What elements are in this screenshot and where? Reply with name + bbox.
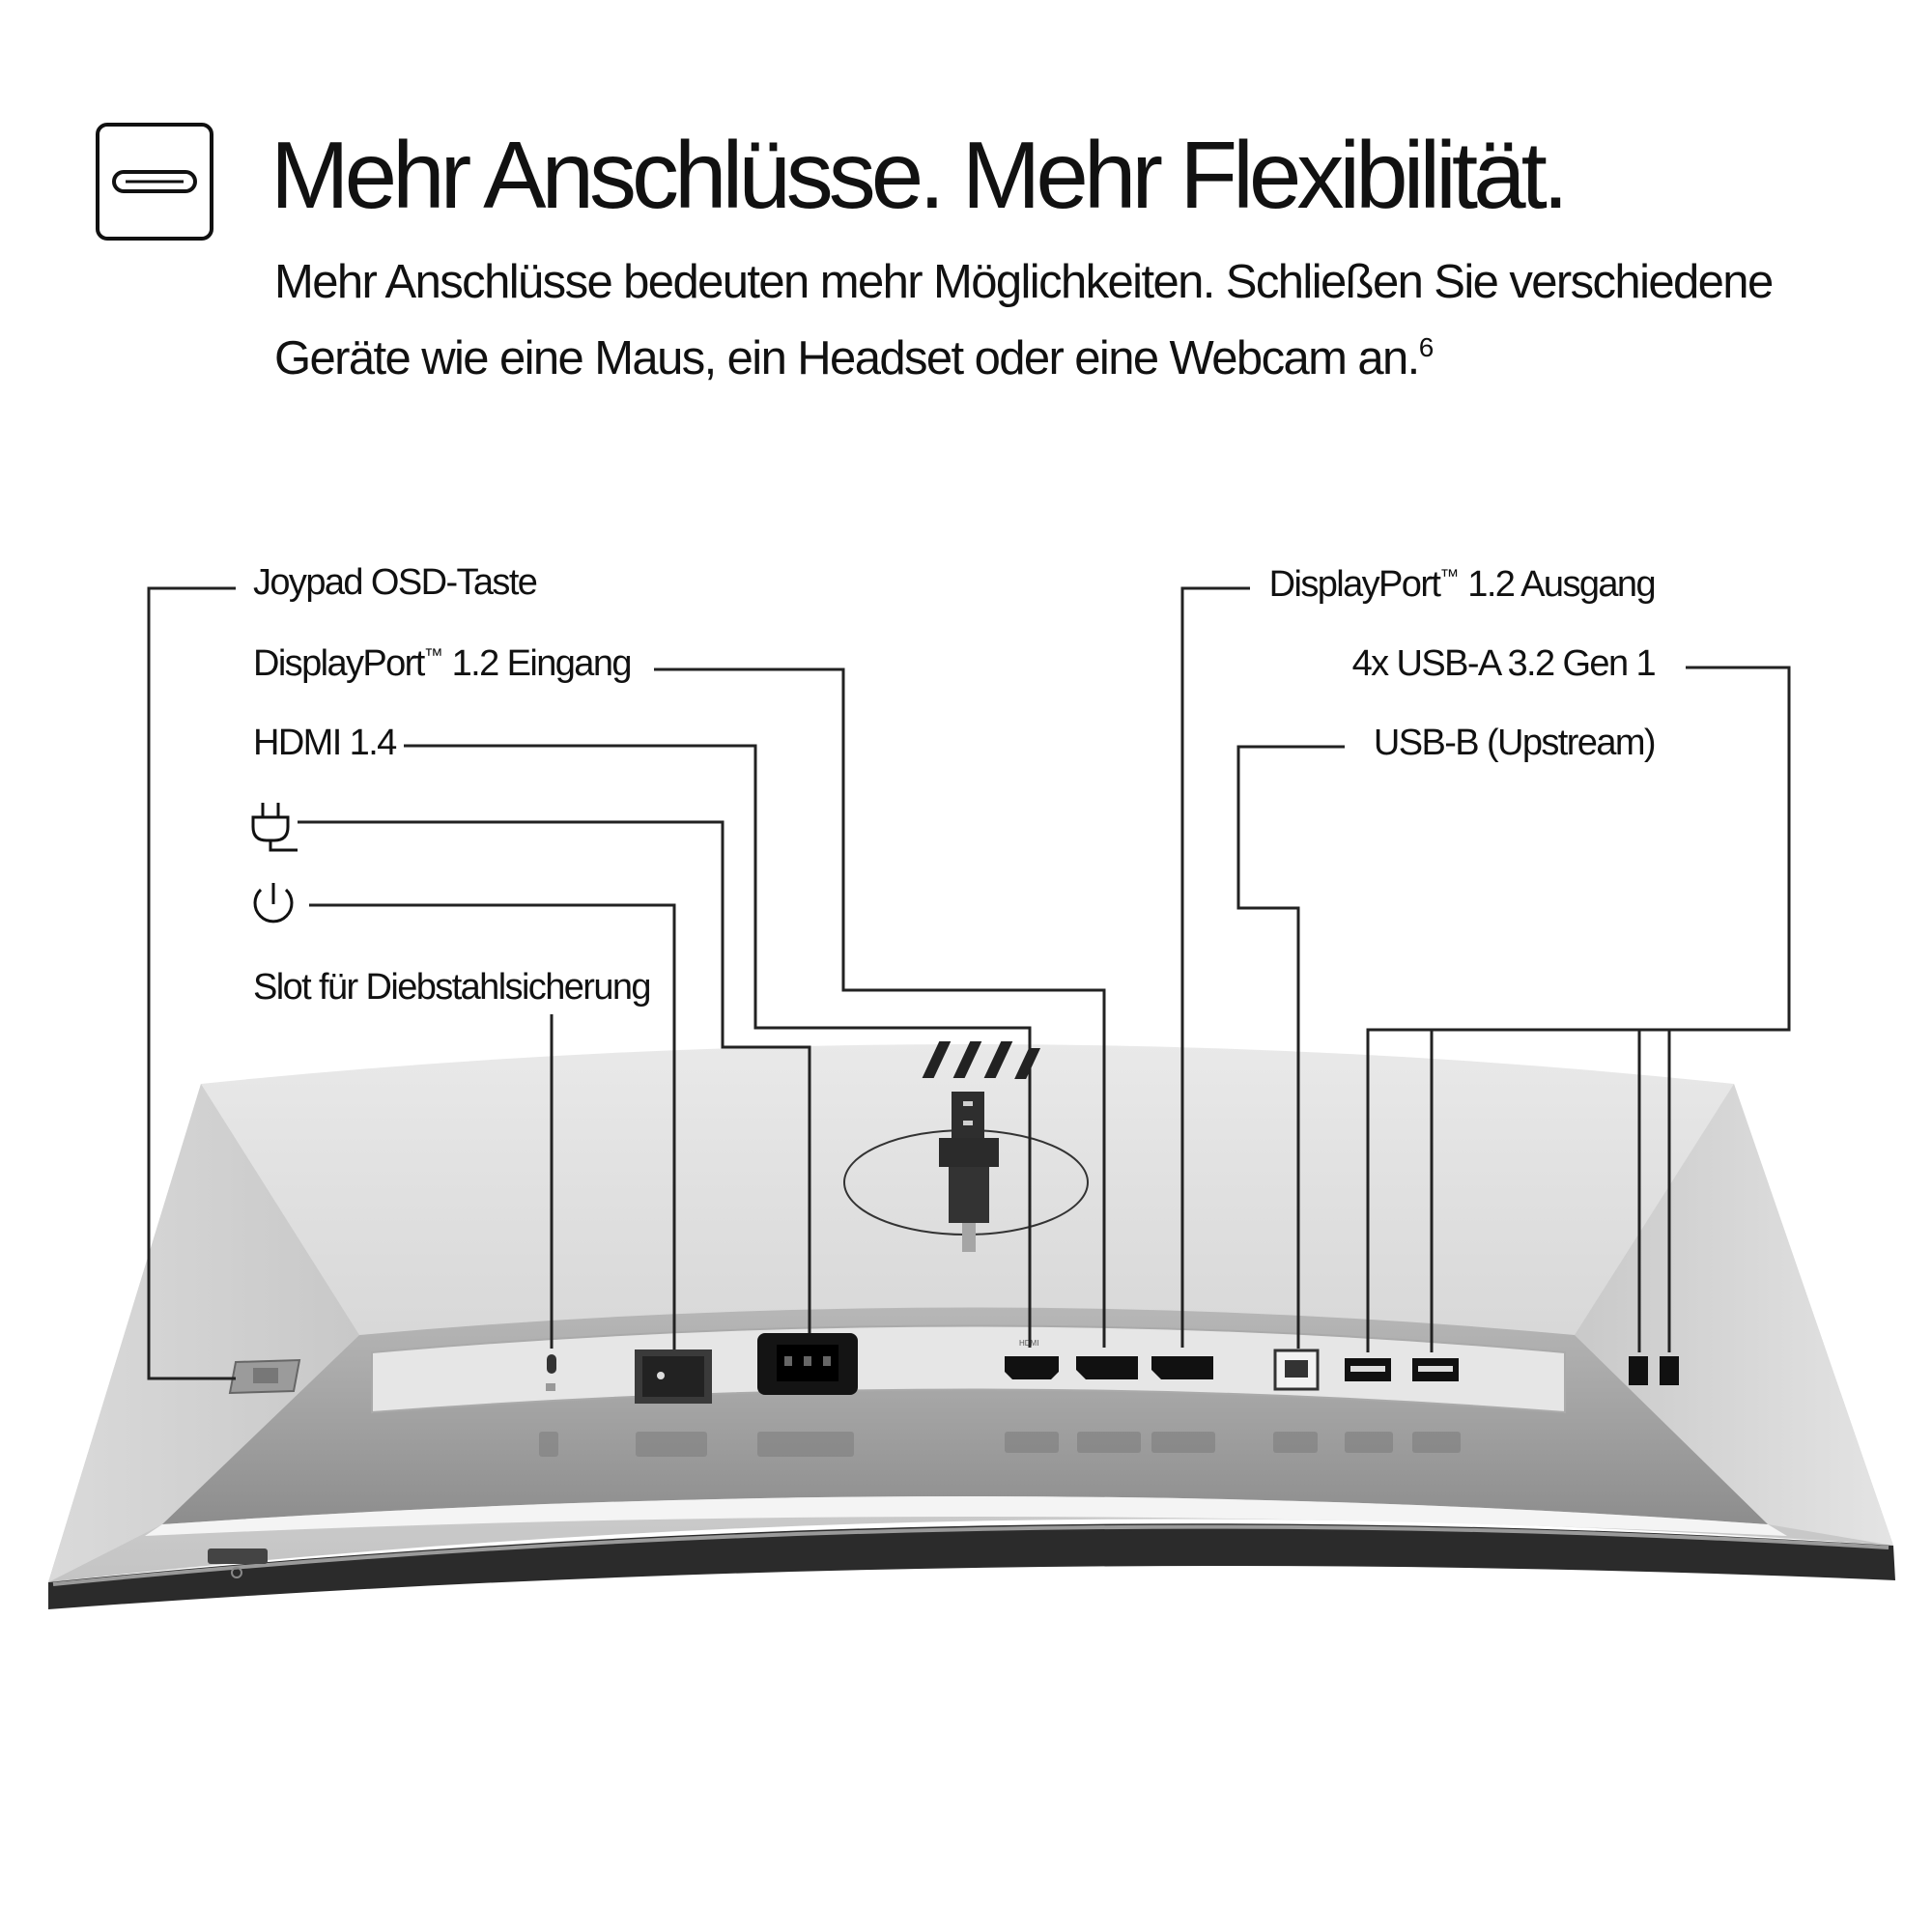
label-dp-in	[253, 645, 631, 682]
label-security-slot: Slot für Diebstahlsicherung	[253, 967, 650, 1008]
usb-a-port-side-2	[1660, 1356, 1679, 1385]
usb-a-port-side-1	[1629, 1356, 1648, 1385]
security-slot	[547, 1354, 556, 1374]
subtitle-footnote: 6	[1418, 332, 1435, 362]
label-hdmi: HDMI 1.4	[253, 723, 396, 763]
label-dp-in-prefix: DisplayPort	[253, 643, 424, 684]
label-usb-b: USB-B (Upstream)	[1373, 723, 1655, 763]
subtitle-text: Mehr Anschlüsse bedeuten mehr Möglichkeiten. Schließen Sie verschiedene Geräte wie eine Maus, ein Headset oder eine Webcam an.	[274, 256, 1773, 384]
displayport-out-port	[1151, 1356, 1213, 1379]
page-title: Mehr Anschlüsse. Mehr Flexibilität.	[270, 122, 1565, 228]
label-dp-in-suffix: 1.2 Eingang	[442, 643, 631, 684]
svg-text:HDMI: HDMI	[1019, 1339, 1039, 1348]
label-dp-out	[1269, 566, 1655, 603]
displayport-in-port	[1076, 1356, 1138, 1379]
hdmi-port	[1005, 1356, 1059, 1379]
label-dp-in-tm: ™	[423, 645, 443, 667]
label-joypad: Joypad OSD-Taste	[253, 562, 537, 603]
label-dp-out-prefix: DisplayPort	[1268, 564, 1440, 605]
label-usb-a: 4x USB-A 3.2 Gen 1	[1351, 643, 1655, 684]
label-dp-out-tm: ™	[1439, 566, 1460, 587]
label-dp-out-suffix: 1.2 Ausgang	[1459, 564, 1655, 605]
